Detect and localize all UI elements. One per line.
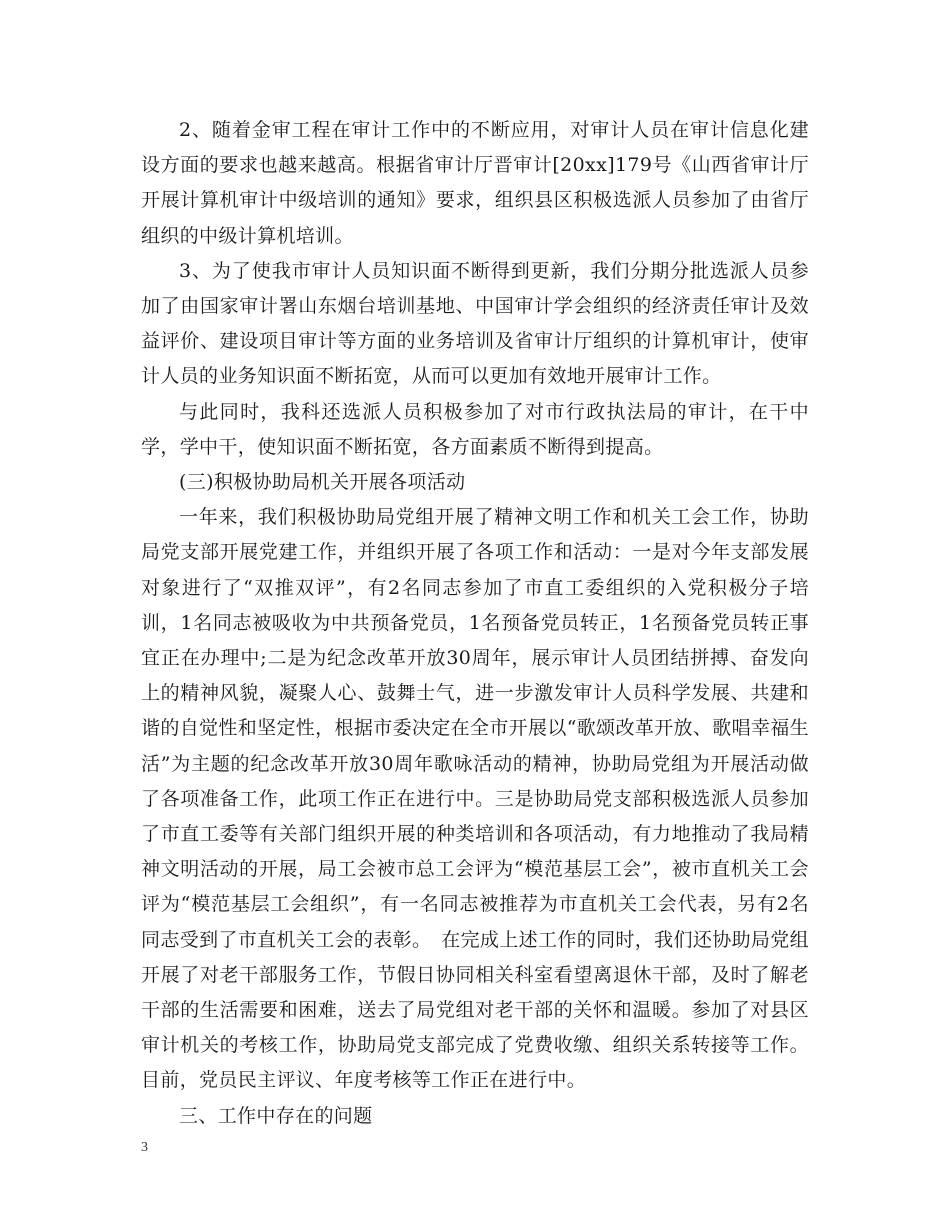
page-number: 3 [141, 1140, 148, 1155]
paragraph-concurrent: 与此同时，我科还选派人员积极参加了对市行政执法局的审计，在干中学，学中干，使知识面不断拓宽，各方面素质不断得到提高。 [141, 400, 809, 458]
paragraph-activities: 一年来，我们积极协助局党组开展了精神文明工作和机关工会工作，协助局党支部开展党建工作，并组织开展了各项工作和活动：一是对今年支部发展对象进行了“双推双评”，有2名同志参加了市直工委组织的入党积极分子培训，1名同志被吸收为中共预备党员，1名预备党员转正，1名预备党员转正事宜正在办理中;二是为纪念改革开放30周年，展示审计人员团结拼搏、奋发向上的精神风貌，凝聚人心、鼓舞士气，进一步激发审计人员科学发展、共建和谐的自觉性和坚定性，根据市委决定在全市开展以“歌颂改革开放、歌唱幸福生活”为主题的纪念改革开放30周年歌咏活动的精神，协助局党组为开展活动做了各项准备工作，此项工作正在进行中。三是协助局党支部积极选派人员参加了市直工委等有关部门组织开展的种类培训和各项活动，有力地推动了我局精神文明活动的开展，局工会被市总工会评为“模范基层工会”，被市直机关工会评为“模范基层工会组织”，有一名同志被推荐为市直机关工会代表，另有2名同志受到了市直机关工会的表彰。 在完成上述工作的同时，我们还协助局党组开展了对老干部服务工作，节假日协同相关科室看望离退休干部，及时了解老干部的生活需要和困难，送去了局党组对老干部的关怀和温暖。参加了对县区审计机关的考核工作，协助局党支部完成了党费收缴、组织关系转接等工作。目前，党员民主评议、年度考核等工作正在进行中。 [141, 506, 809, 1092]
section-heading-activities: (三)积极协助局机关开展各项活动 [179, 471, 466, 494]
paragraph-item-2: 2、随着金审工程在审计工作中的不断应用，对审计人员在审计信息化建设方面的要求也越来越高。根据省审计厅晋审计[20xx]179号《山西省审计厅开展计算机审计中级培训的通知》要求，组织县区积极选派人员参加了由省厅组织的中级计算机培训。 [141, 119, 809, 247]
paragraph-item-3: 3、为了使我市审计人员知识面不断得到更新，我们分期分批选派人员参加了由国家审计署山东烟台培训基地、中国审计学会组织的经济责任审计及效益评价、建设项目审计等方面的业务培训及省审计厅组织的计算机审计，使审计人员的业务知识面不断拓宽，从而可以更加有效地开展审计工作。 [141, 259, 809, 388]
section-heading-problems: 三、工作中存在的问题 [179, 1104, 373, 1127]
document-body [141, 113, 809, 1134]
